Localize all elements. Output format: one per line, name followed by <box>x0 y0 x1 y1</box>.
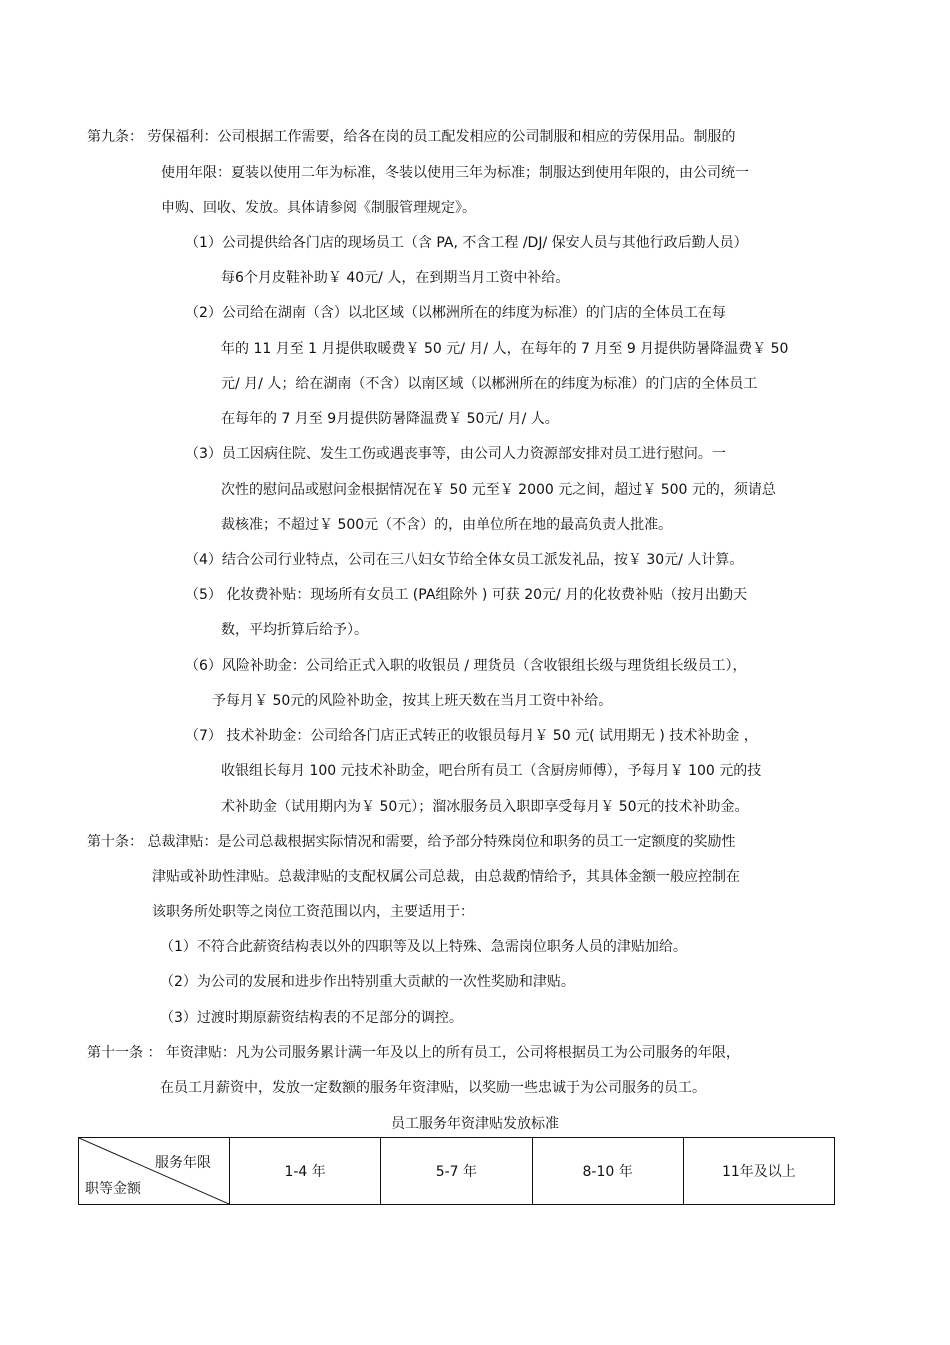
article-10-item-3: （3）过渡时期原薪资结构表的不足部分的调控。 <box>160 1010 463 1026</box>
article-9-line-2: 使用年限：夏装以使用二年为标准，冬装以使用三年为标准；制服达到使用年限的，由公司统一 <box>161 165 749 181</box>
item-6-line-2: 予每月￥ 50元的风险补助金，按其上班天数在当月工资中补给。 <box>212 693 613 709</box>
seniority-allowance-table <box>78 1137 835 1205</box>
article-10-item-2: （2）为公司的发展和进步作出特别重大贡献的一次性奖励和津贴。 <box>160 974 575 990</box>
item-3-line-3: 裁核准；不超过￥ 500元（不含）的，由单位所在地的最高负责人批准。 <box>221 517 673 533</box>
item-7-line-3: 术补助金（试用期内为￥ 50元）；溜冰服务员入职即享受每月￥ 50元的技术补助金。 <box>221 799 749 815</box>
item-5-line-2: 数，平均折算后给予）。 <box>221 622 368 638</box>
article-9-line-1: 第九条： 劳保福利：公司根据工作需要，给各在岗的员工配发相应的公司制服和相应的劳保用品。制服的 <box>87 129 736 145</box>
article-11-line-2: 在员工月薪资中，发放一定数额的服务年资津贴，以奖励一些忠诚于为公司服务的员工。 <box>160 1080 706 1096</box>
item-2-line-1: （2）公司给在湖南（含）以北区域（以郴洲所在的纬度为标准）的门店的全体员工在每 <box>185 305 726 321</box>
corner-header-amount: 职等金额 <box>85 1181 141 1197</box>
item-2-line-4: 在每年的 7 月至 9月提供防暑降温费￥ 50元/ 月/ 人。 <box>221 411 559 427</box>
table-corner-cell <box>79 1138 230 1205</box>
table-caption: 员工服务年资津贴发放标准 <box>391 1116 559 1132</box>
column-header-1-4: 1-4 年 <box>230 1138 381 1205</box>
column-header-5-7: 5-7 年 <box>381 1138 532 1205</box>
item-3-line-2: 次性的慰问品或慰问金根据情况在￥ 50 元至￥ 2000 元之间，超过￥ 500 元的，须请总 <box>221 482 776 498</box>
article-11-line-1: 第十一条 ： 年资津贴：凡为公司服务累计满一年及以上的所有员工，公司将根据员工为公司服务的年限， <box>87 1045 740 1061</box>
column-header-8-10: 8-10 年 <box>532 1138 683 1205</box>
article-9-line-3: 申购、回收、发放。具体请参阅《制服管理规定》。 <box>161 200 476 216</box>
article-10-item-1: （1）不符合此薪资结构表以外的四职等及以上特殊、急需岗位职务人员的津贴加给。 <box>160 939 687 955</box>
item-1-line-1: （1）公司提供给各门店的现场员工（含 PA, 不含工程 /DJ/ 保安人员与其他行政后勤人员） <box>185 235 748 251</box>
article-10-line-1: 第十条： 总裁津贴：是公司总裁根据实际情况和需要，给予部分特殊岗位和职务的员工一定额度的奖励性 <box>87 834 736 850</box>
item-4-line-1: （4）结合公司行业特点，公司在三八妇女节给全体女员工派发礼品，按￥ 30元/ 人计算。 <box>185 552 744 568</box>
item-1-line-2: 每6个月皮鞋补助￥ 40元/ 人，在到期当月工资中补给。 <box>221 270 570 286</box>
item-5-line-1: （5） 化妆费补贴：现场所有女员工 (PA组除外 ) 可获 20元/ 月的化妆费补贴（按月出勤天 <box>185 587 748 603</box>
corner-header-years: 服务年限 <box>155 1155 211 1171</box>
article-10-line-3: 该职务所处职等之岗位工资范围以内，主要适用于： <box>152 904 474 920</box>
item-2-line-2: 年的 11 月至 1 月提供取暖费￥ 50 元/ 月/ 人，在每年的 7 月至 9 月提供防暑降温费￥ 50 <box>221 341 789 357</box>
item-7-line-2: 收银组长每月 100 元技术补助金，吧台所有员工（含厨房师傅），予每月￥ 100 元的技 <box>221 763 762 779</box>
article-10-line-2: 津贴或补助性津贴。总裁津贴的支配权属公司总裁，由总裁酌情给予，其具体金额一般应控制在 <box>152 869 740 885</box>
item-6-line-1: （6）风险补助金：公司给正式入职的收银员 / 理货员（含收银组长级与理货组长级员工）， <box>185 658 747 674</box>
item-7-line-1: （7） 技术补助金：公司给各门店正式转正的收银员每月￥ 50 元( 试用期无 ) 技术补助金 ， <box>185 728 758 744</box>
item-2-line-3: 元/ 月/ 人；给在湖南（不含）以南区域（以郴洲所在的纬度为标准）的门店的全体员工 <box>221 376 758 392</box>
table-row <box>79 1138 835 1205</box>
column-header-11-plus: 11年及以上 <box>683 1138 834 1205</box>
item-3-line-1: （3）员工因病住院、发生工伤或遇丧事等，由公司人力资源部安排对员工进行慰问。一 <box>185 446 726 462</box>
